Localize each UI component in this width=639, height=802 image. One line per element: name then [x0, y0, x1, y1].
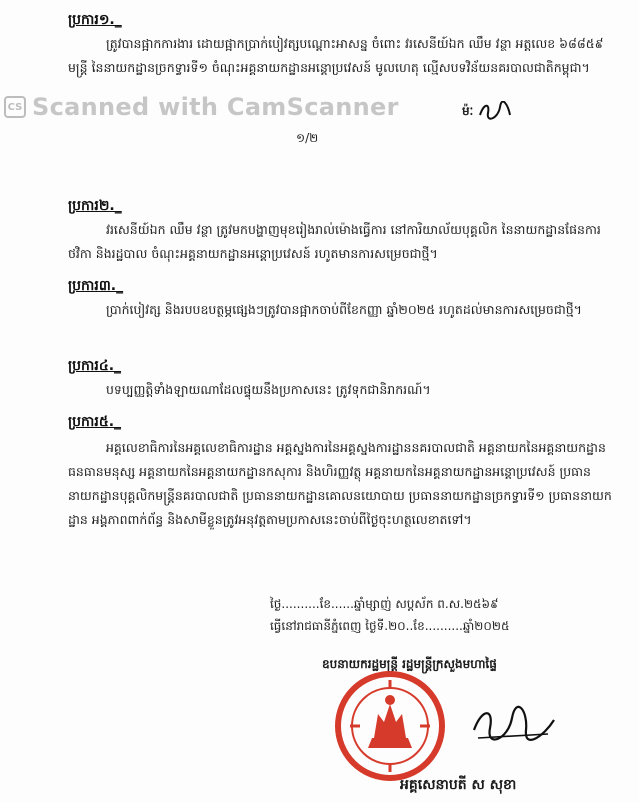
- article-5-heading: ប្រការ៥._: [68, 414, 122, 430]
- article-2-paragraph: វរសេនីយ៍ឯក ឈឹម វន្ថា ត្រូវមកបង្ហាញមុខរៀងរាល់ម៉ោងធ្វើការ នៅការិយាល័យបុគ្គលិក នៃនាយកដ្ឋានផែនការ ថវិកា និងរដ្ឋបាល ចំណុះអគ្គនាយកដ្ឋានអន្តោប្រវេសន៍ រហូតមានការសម្រេចជាថ្មី។: [68, 222, 601, 261]
- initials-scribble-icon: [478, 101, 512, 121]
- article-5-paragraph: អគ្គលេខាធិការនៃអគ្គលេខាធិការដ្ឋាន អគ្គស្នងការនៃអគ្គស្នងការដ្ឋាននគរបាលជាតិ អគ្គនាយកនៃអគ្គនាយកដ្ឋានធនធានមនុស្ស អគ្គនាយកនៃអគ្គនាយកដ្ឋានកសុការ និងហិរញ្ញវត្ថុ អគ្គនាយកនៃអគ្គនាយកដ្ឋានអន្តោប្រវេសន៍ ប្រធាននាយកដ្ឋានបុគ្គលិកមន្ត្រីនគរបាលជាតិ ប្រធាននាយកដ្ឋានគោលនយោបាយ ប្រធាននាយកដ្ឋានច្រកទ្វារទី១ ប្រធាននាយកដ្ឋាន អង្គភាពពាក់ព័ន្ធ និងសាមីខ្លួនត្រូវអនុវត្តតាមប្រកាសនេះចាប់ពីថ្ងៃចុះហត្ថលេខាតទៅ។: [68, 440, 612, 527]
- article-4-text: [68, 378, 616, 402]
- initials-mark: [462, 100, 512, 121]
- article-5-text: [68, 436, 616, 532]
- camscanner-watermark-text: Scanned with CamScanner: [32, 93, 399, 121]
- article-3-text: [68, 298, 616, 322]
- article-1-heading: ប្រការ១._: [68, 12, 122, 28]
- article-2-text: [68, 218, 616, 266]
- article-2-heading: ប្រការ២._: [68, 198, 122, 214]
- article-3-paragraph: ប្រាក់បៀវត្ស និងរបបឧបត្ថម្ភផ្សេងៗត្រូវបានផ្អាកចាប់ពីខែកញ្ញា ឆ្នាំ២០២៥ រហូតដល់មានការសម្រេចជាថ្មី។: [106, 302, 582, 317]
- camscanner-logo-icon: CS: [4, 96, 26, 118]
- signature-icon: [468, 700, 558, 748]
- page-number: ១/២: [296, 131, 319, 145]
- article-4-paragraph: បទប្បញ្ញត្តិទាំងឡាយណាដែលផ្ទុយនឹងប្រកាសនេះ ត្រូវទុកជានិរាករណ៍។: [106, 382, 431, 397]
- date-line-lunar: ថ្ងៃ..........ខែ......ឆ្នាំម្សាញ់ សប្តស័ក ព.ស.២៥៦៩: [270, 597, 499, 611]
- signatory-title: ឧបនាយករដ្ឋមន្ត្រី រដ្ឋមន្ត្រីក្រសួងមហាផ្ទៃ: [322, 657, 497, 671]
- article-4-heading: ប្រការ៤._: [68, 358, 122, 374]
- article-3-heading: ប្រការ៣._: [68, 278, 124, 294]
- date-line-place: ធ្វើនៅរាជធានីភ្នំពេញ ថ្ងៃទី.២០..ខែ..........ឆ្នាំ២០២៥: [270, 619, 510, 633]
- article-1-text: [68, 32, 616, 80]
- signatory-name: អគ្គសេនាបតី ស សុខា: [400, 777, 517, 793]
- initials-label: ម៉ៈ: [462, 104, 474, 118]
- official-seal-icon: [320, 670, 460, 782]
- article-1-paragraph: ត្រូវបានផ្អាកការងារ ដោយផ្អាកប្រាក់បៀវត្សបណ្ដោះអាសន្ន ចំពោះ វរសេនីយ៍ឯក ឈឹម វន្ថា អត្តលេខ ៦៨៨៥៩ មន្ត្រី នៃនាយកដ្ឋានច្រកទ្វារទី១ ចំណុះអគ្គនាយកដ្ឋានអន្តោប្រវេសន៍ មូលហេតុ ល្មើសបទវិន័យនគរបាលជាតិកម្ពុជា។: [68, 36, 604, 75]
- camscanner-watermark: [4, 94, 399, 120]
